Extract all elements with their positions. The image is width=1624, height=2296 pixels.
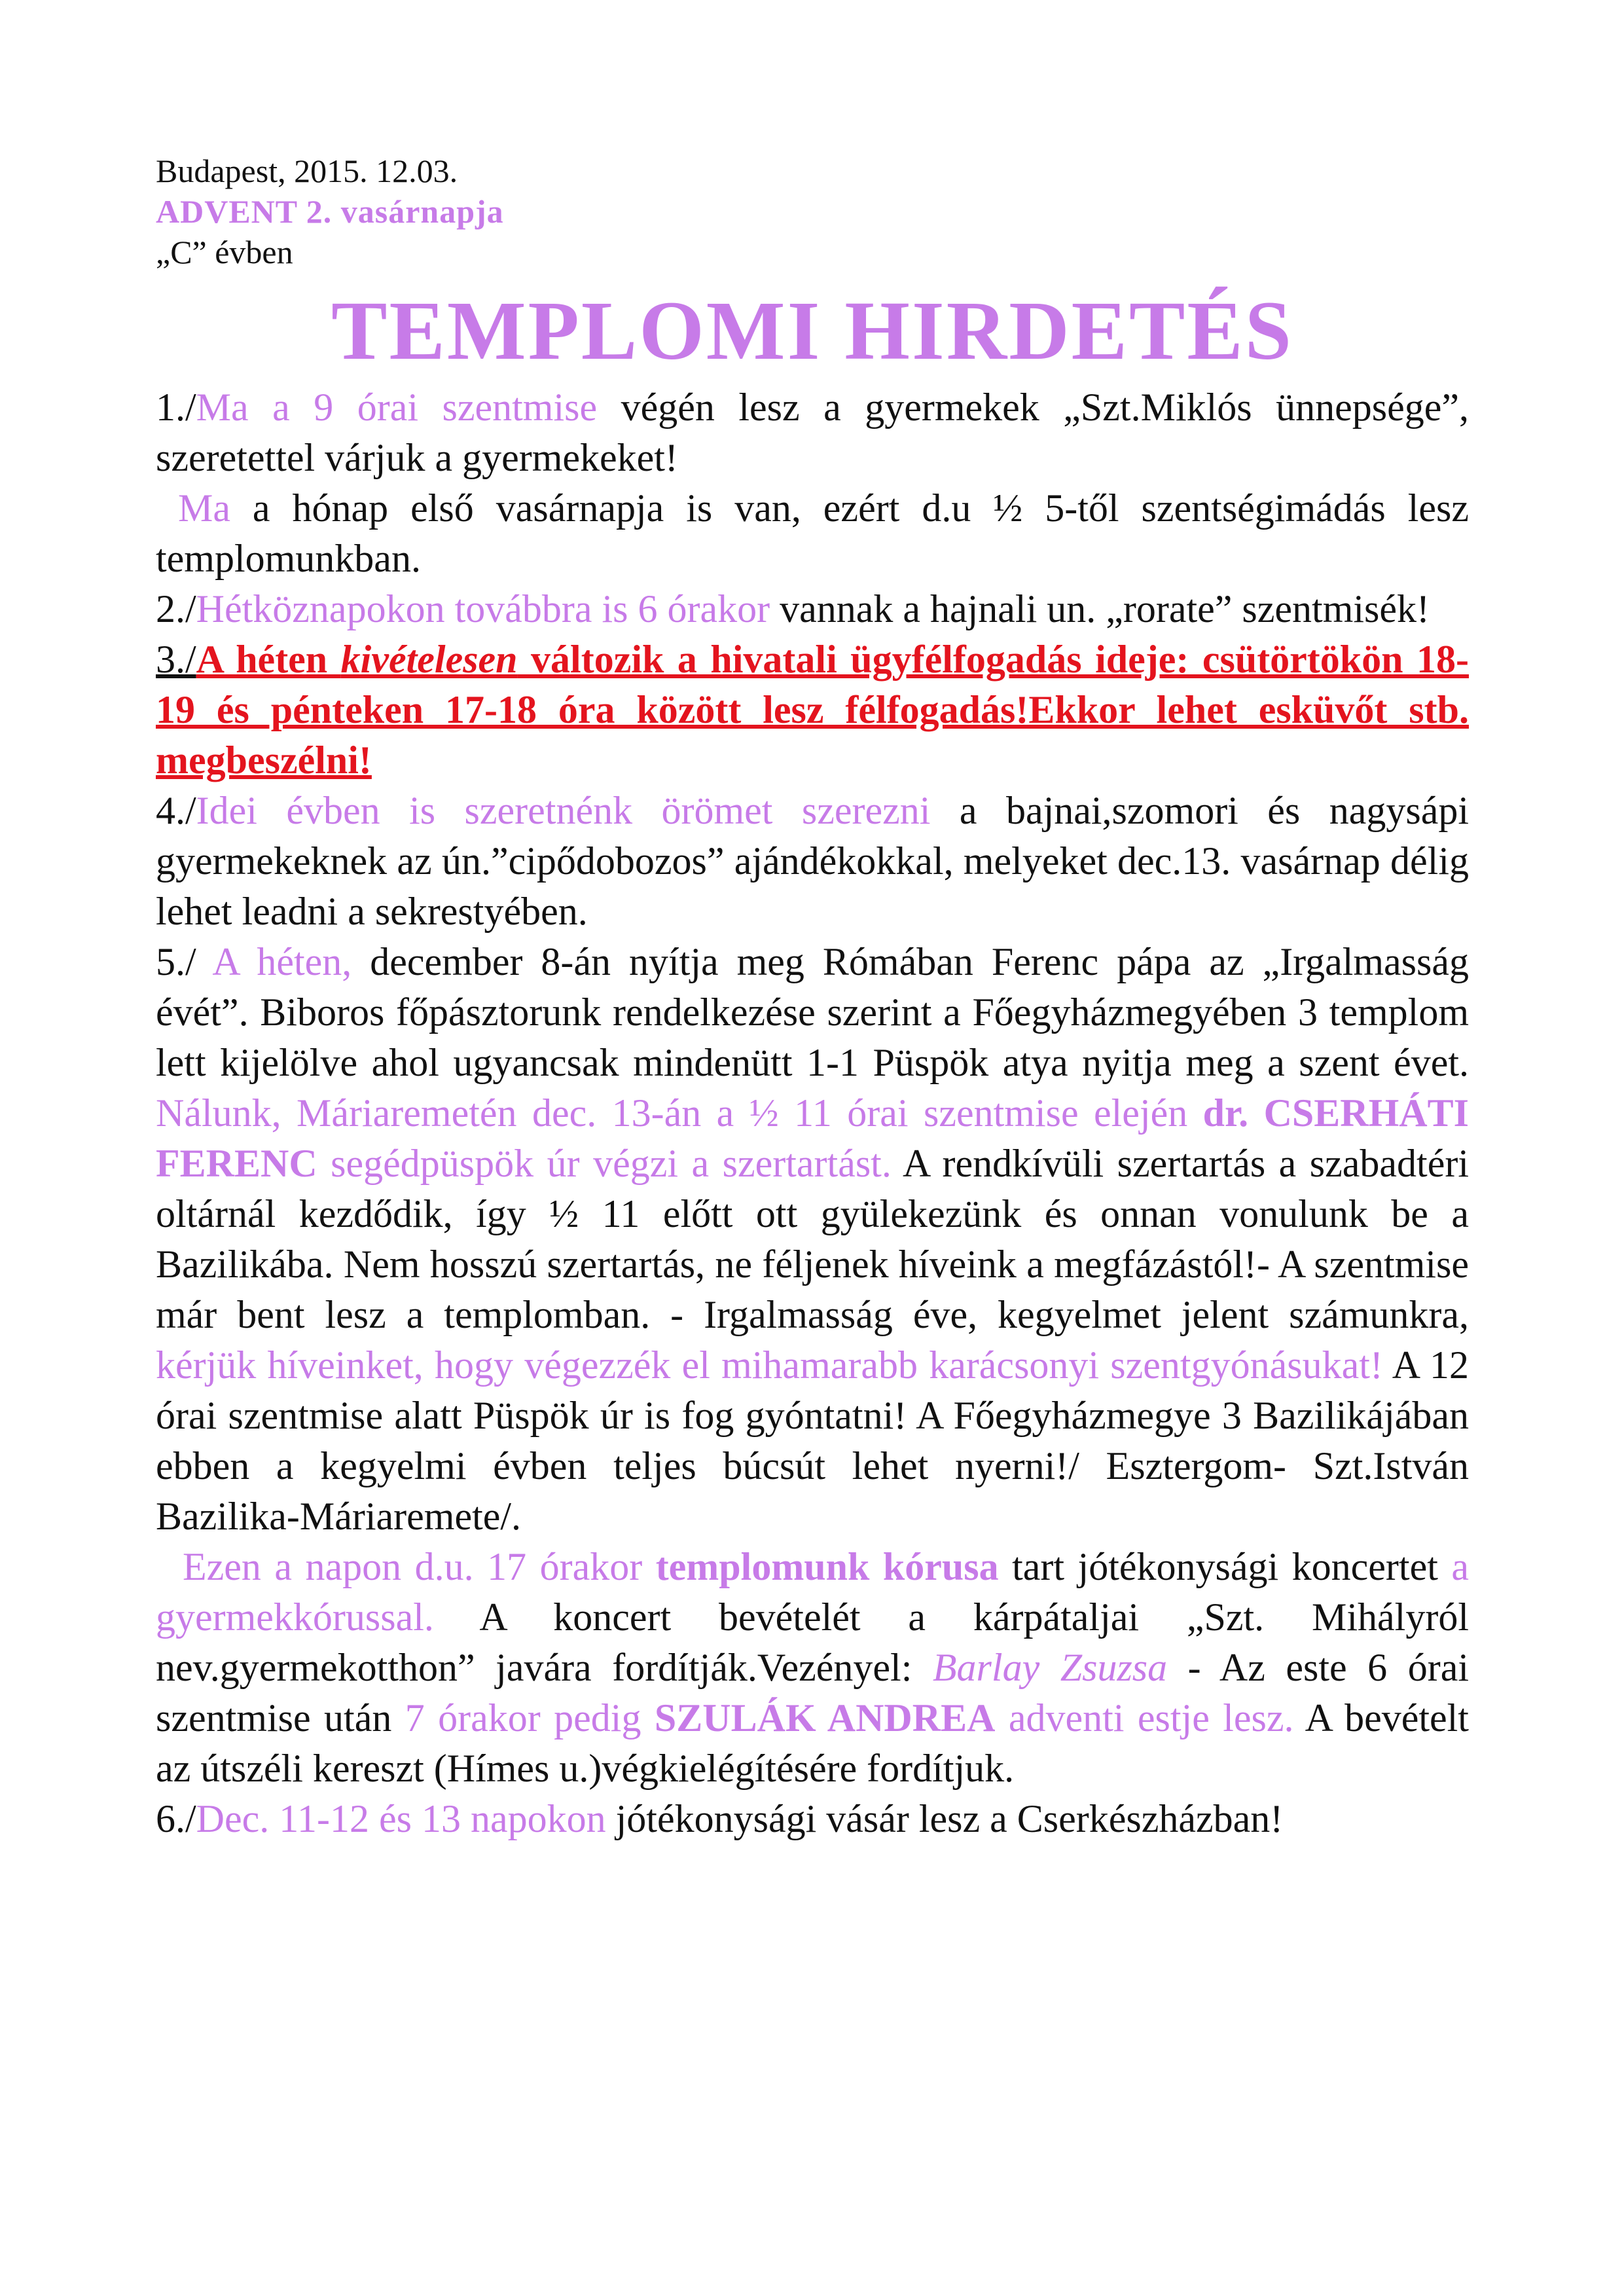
highlight-text: Hétköznapokon továbbra is 6 órakor	[196, 587, 770, 630]
announcement-5b	[156, 1542, 1469, 1794]
liturgical-year-line: „C” évben	[156, 234, 293, 270]
highlight-text: Idei évben is szeretnénk örömet szerezni	[196, 789, 931, 832]
highlight-text: Dec. 11-12 és 13 napokon	[196, 1797, 606, 1840]
choir-name: templomunk kórusa	[655, 1545, 999, 1588]
item-number: 4./	[156, 789, 196, 832]
announcement-1	[156, 382, 1469, 483]
highlight-text: segédpüspök úr végzi a szertartást.	[317, 1142, 892, 1185]
highlight-text: A héten,	[196, 940, 352, 983]
highlight-text: Ma	[177, 486, 230, 530]
highlight-text: Ma a 9 órai szentmise	[196, 386, 598, 429]
body-text: A rendkívüli szertartás a szabadtéri oltárnál kezdődik, így ½ 11 előtt ott gyülekezünk és onnan vonulunk be a Bazilikába. Nem hosszú szertartás, ne féljenek híveink a megfázástól!- A szentmise már bent lesz a templomban. - Irgalmasság éve, kegyelmet jelent számunkra,	[156, 1142, 1469, 1336]
alert-text-emphasis: kivételesen	[340, 638, 518, 681]
body-text: a bajnai,szomori és nagysápi gyermekeknek az ún.”cipődobozos” ajándékokkal, melyeket dec.13. vasárnap délig lehet leadni a sekrestyében.	[156, 789, 1469, 933]
body-text: - Az este 6 órai szentmise után	[156, 1646, 1469, 1740]
item-number: 1./	[156, 386, 196, 429]
item-number: 6./	[156, 1797, 196, 1840]
page-title: TEMPLOMI HIRDETÉS	[331, 284, 1293, 377]
announcement-5	[156, 937, 1469, 1542]
body-text: végén lesz a gyermekek „Szt.Miklós ünnepsége”, szeretettel várjuk a gyermekeket!	[156, 386, 1469, 479]
announcement-3	[156, 634, 1469, 786]
body-text: december 8-án nyítja meg Rómában Ferenc pápa az „Irgalmasság évét”. Biboros főpásztorunk rendelkezése szerint a Főegyházmegyében 3 templom lett kijelölve ahol ugyancsak mindenütt 1-1 Püspök atya nyitja meg a szent évet.	[156, 940, 1469, 1084]
item-number: 2./	[156, 587, 196, 630]
alert-text: A héten	[196, 638, 341, 681]
item-number: 3./	[156, 638, 196, 681]
item-number: 5./	[156, 940, 196, 983]
body-text: A 12 órai szentmise alatt Püspök úr is fog gyóntatni! A Főegyházmegye 3 Bazilikájában ebben a kegyelmi évben teljes búcsút lehet nyerni!/ Esztergom- Szt.István Bazilika-Máriaremete/.	[156, 1343, 1470, 1538]
highlight-text: adventi estje lesz.	[995, 1696, 1294, 1740]
announcement-6	[156, 1794, 1469, 1844]
alert-text: változik a hivatali ügyfélfogadás ideje: csütörtökön 18-19 és pénteken 17-18 óra között lesz félfogadás!Ekkor lehet esküvőt stb. megbeszélni!	[156, 638, 1470, 782]
body-text: jótékonysági vásár lesz a Cserkészházban!	[605, 1797, 1284, 1840]
announcement-1b	[156, 483, 1469, 584]
highlight-text: Nálunk, Máriaremetén dec. 13-án a ½ 11 órai szentmise elején	[156, 1091, 1203, 1135]
advent-line: ADVENT 2. vasárnapja	[156, 193, 504, 230]
body-text: A koncert bevételét a kárpátaljai „Szt. Mihályról nev.gyermekotthon” javára fordítják.Vezényel:	[156, 1595, 1469, 1689]
date-line: Budapest, 2015. 12.03.	[156, 153, 458, 189]
announcement-body	[156, 382, 1469, 1844]
announcement-2	[156, 584, 1469, 634]
bishop-name: dr. CSERHÁTI FERENC	[156, 1091, 1469, 1185]
announcement-4	[156, 786, 1469, 937]
body-text: tart jótékonysági koncertet	[998, 1545, 1452, 1588]
performer-name: SZULÁK ANDREA	[654, 1696, 996, 1740]
body-text: a hónap első vasárnapja is van, ezért d.u ½ 5-től szentségimádás lesz templomunkban.	[156, 486, 1469, 580]
highlight-text: Ezen a napon d.u. 17 órakor	[182, 1545, 656, 1588]
announcement-content	[156, 151, 1469, 1844]
body-text: A bevételt az útszéli kereszt (Hímes u.)végkielégítésére fordítjuk.	[156, 1696, 1469, 1790]
highlight-text: 7 órakor pedig	[405, 1696, 655, 1740]
conductor-name: Barlay Zsuzsa	[932, 1646, 1168, 1689]
highlight-text: a gyermekkórussal.	[156, 1545, 1470, 1639]
body-text: vannak a hajnali un. „rorate” szentmisék!	[770, 587, 1430, 630]
highlight-text: kérjük híveinket, hogy végezzék el mihamarabb karácsonyi szentgyónásukat!	[156, 1343, 1383, 1387]
